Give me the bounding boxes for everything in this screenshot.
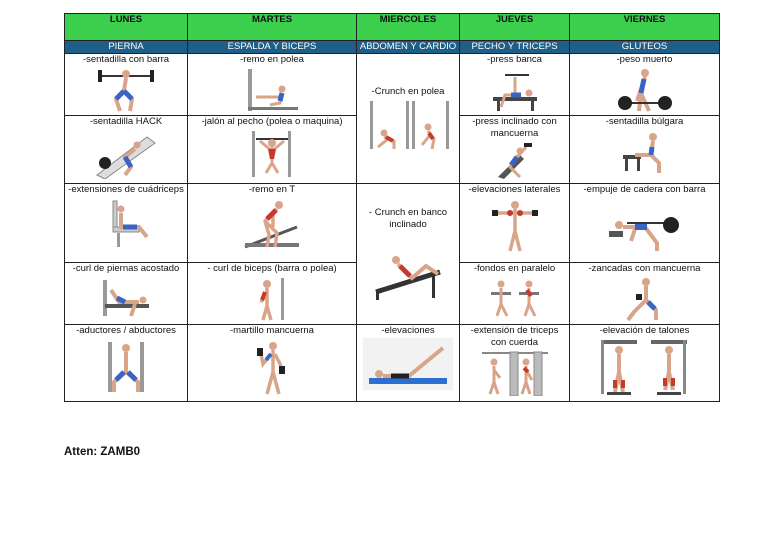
exercise-label: -empuje de cadera con barra (583, 184, 706, 195)
exercise-label: -sentadilla HACK (89, 116, 163, 127)
exercise-label: -curl de piernas acostado (72, 263, 180, 274)
exercise-cell (570, 263, 720, 325)
exercise-label: -elevaciones laterales (468, 184, 561, 195)
day-header-row (65, 14, 720, 41)
t-bar-row-illustration (239, 197, 305, 253)
biceps-curl-illustration (247, 276, 297, 322)
day-lunes: LUNES (65, 14, 188, 41)
decline-bench-crunch-illustration (366, 232, 450, 302)
lying-leg-curl-illustration (95, 276, 157, 322)
exercise-label: -martillo mancuerna (230, 325, 314, 336)
exercise-cell (65, 325, 188, 402)
exercise-row (65, 54, 720, 116)
exercise-cell (188, 116, 357, 184)
cable-crunch-illustration (366, 99, 450, 151)
exercise-label: -remo en T (248, 184, 296, 195)
exercise-label: - curl de biceps (barra o polea) (207, 263, 337, 274)
exercise-label: -fondos en paralelo (473, 263, 556, 274)
exercise-label: -zancadas con mancuerna (588, 263, 701, 274)
muscle-group-row (65, 41, 720, 54)
parallel-dips-illustration (485, 276, 545, 322)
exercise-label: -press inclinado con mancuerna (472, 116, 557, 139)
exercise-label: -Crunch en polea (371, 86, 445, 97)
exercise-cell (460, 263, 570, 325)
exercise-cell (570, 54, 720, 116)
hip-thrust-illustration (605, 197, 685, 253)
exercise-cell (188, 263, 357, 325)
exercise-cell (65, 116, 188, 184)
exercise-cell (357, 325, 460, 402)
day-viernes: VIERNES (570, 14, 720, 41)
exercise-cell (65, 263, 188, 325)
lateral-raise-illustration (490, 197, 540, 253)
day-jueves: JUEVES (460, 14, 570, 41)
dumbbell-lunge-illustration (620, 276, 670, 322)
exercise-cell (357, 54, 460, 184)
exercise-cell (188, 54, 357, 116)
exercise-label: -jalón al pecho (polea o maquina) (201, 116, 343, 127)
exercise-cell (460, 54, 570, 116)
lat-pulldown-illustration (242, 129, 302, 179)
deadlift-illustration (615, 67, 675, 113)
adductor-machine-illustration (98, 338, 154, 396)
group-miercoles: ABDOMEN Y CARDIO (357, 41, 460, 54)
barbell-squat-illustration (96, 67, 156, 113)
leg-extension-illustration (99, 197, 153, 249)
exercise-label: -press banca (487, 54, 542, 65)
exercise-cell (570, 116, 720, 184)
exercise-cell (188, 184, 357, 263)
group-jueves: PECHO Y TRICEPS (460, 41, 570, 54)
exercise-label: - Crunch en banco inclinado (368, 206, 448, 230)
exercise-label: -elevación de talones (599, 325, 690, 336)
exercise-row (65, 184, 720, 263)
group-viernes: GLUTEOS (570, 41, 720, 54)
calf-raise-illustration (597, 338, 693, 396)
leg-raise-illustration (363, 338, 453, 390)
bench-press-illustration (485, 67, 545, 113)
exercise-cell (65, 54, 188, 116)
bulgarian-split-squat-illustration (615, 129, 675, 175)
exercise-cell (460, 325, 570, 402)
exercise-label: -sentadilla con barra (82, 54, 170, 65)
exercise-cell (570, 184, 720, 263)
exercise-cell (460, 116, 570, 184)
incline-dumbbell-press-illustration (490, 141, 540, 181)
atten-note: Atten: ZAMB0 (64, 446, 141, 458)
hammer-curl-illustration (247, 338, 297, 396)
exercise-label: -extensión de triceps con cuerda (470, 325, 559, 348)
exercise-cell (460, 184, 570, 263)
exercise-cell (357, 184, 460, 325)
exercise-cell (570, 325, 720, 402)
group-lunes: PIERNA (65, 41, 188, 54)
day-miercoles: MIERCOLES (357, 14, 460, 41)
hack-squat-illustration (91, 129, 161, 179)
exercise-label: -remo en polea (240, 54, 304, 65)
exercise-row (65, 325, 720, 402)
day-martes: MARTES (188, 14, 357, 41)
exercise-label: -extensiones de cuádriceps (68, 184, 184, 195)
exercise-label: -aductores / abductores (76, 325, 176, 336)
cable-row-illustration (242, 67, 302, 113)
exercise-cell (65, 184, 188, 263)
exercise-label: -sentadilla búlgara (605, 116, 684, 127)
workout-table (64, 13, 720, 402)
group-martes: ESPALDA Y BICEPS (188, 41, 357, 54)
triceps-rope-extension-illustration (480, 350, 550, 396)
exercise-cell (188, 325, 357, 402)
exercise-label: -peso muerto (616, 54, 673, 65)
exercise-label: -elevaciones (381, 325, 435, 336)
